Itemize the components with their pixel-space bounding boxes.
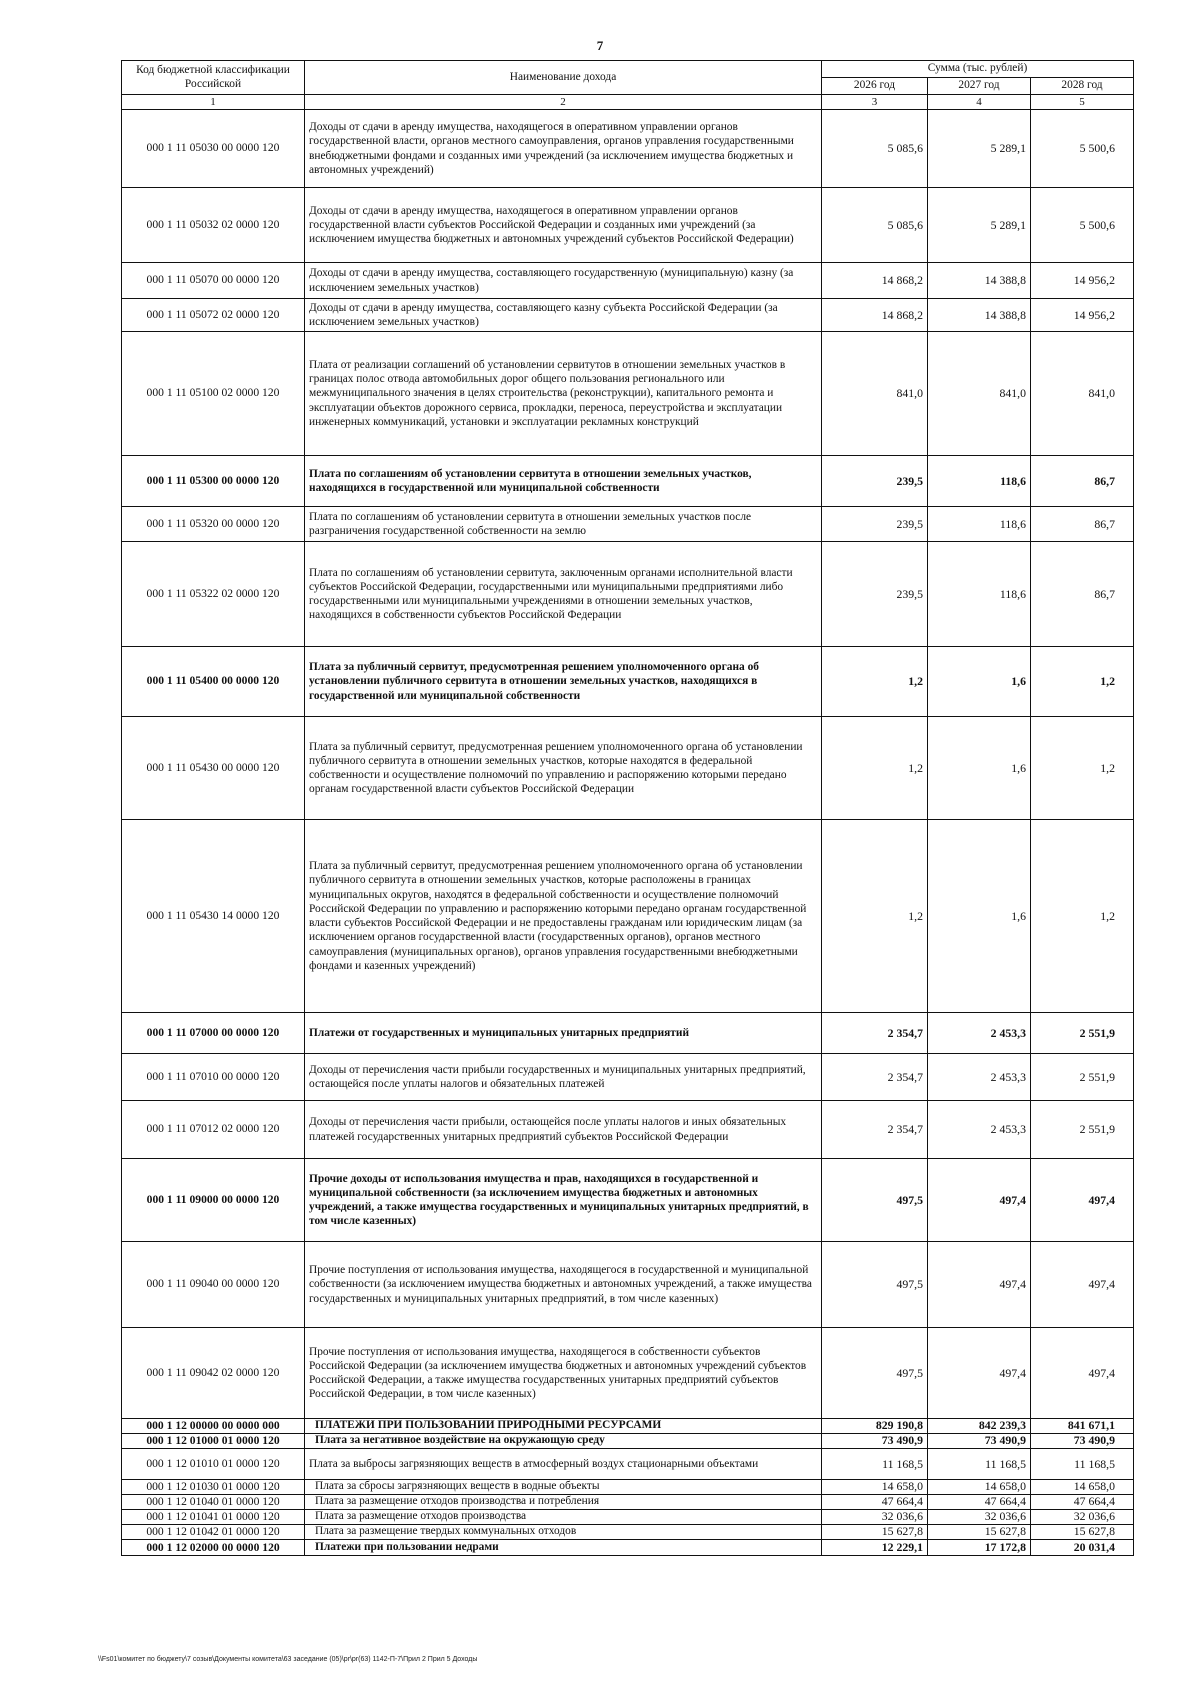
table-row (122, 299, 1134, 332)
header-name: Наименование дохода (305, 61, 822, 95)
name-cell: Доходы от сдачи в аренду имущества, составляющего государственную (муниципальную) казну (за исключением земельных участков) (305, 263, 822, 299)
value-2028-cell: 86,7 (1031, 542, 1134, 647)
value-2028-cell: 47 664,4 (1031, 1495, 1134, 1510)
name-cell: Доходы от перечисления части прибыли, остающейся после уплаты налогов и иных обязательных платежей государственных унитарных предприятий субъектов Российской Федерации (305, 1101, 822, 1159)
value-2026-cell: 1,2 (822, 647, 928, 717)
table-row (122, 110, 1134, 188)
value-2026-cell: 12 229,1 (822, 1540, 928, 1556)
value-2026-cell: 497,5 (822, 1242, 928, 1328)
value-2027-cell: 15 627,8 (928, 1525, 1031, 1540)
value-2026-cell: 2 354,7 (822, 1013, 928, 1054)
value-2028-cell: 2 551,9 (1031, 1054, 1134, 1101)
value-2027-cell: 1,6 (928, 717, 1031, 820)
table-row (122, 1510, 1134, 1525)
table-row (122, 332, 1134, 456)
name-cell: Плата за выбросы загрязняющих веществ в атмосферный воздух стационарными объектами (305, 1449, 822, 1480)
name-cell: Плата за публичный сервитут, предусмотренная решением уполномоченного органа об установлении публичного сервитута в отношении земельных участков, которые расположены в границах муниципальных округов, находятся в федеральной собственности и осуществление полномочий Российской Федерации по управлению и распоряжению которыми передано органам государственной власти субъектов Российской Федерации и не предоставлены гражданам или юридическим лицам (за исключением органов государственной власти (государственных органов), органов местного самоуправления (муниципальных органов), органов управления государственными внебюджетными фондами и казенных учреждений) (305, 820, 822, 1013)
value-2028-cell: 5 500,6 (1031, 188, 1134, 263)
code-cell: 000 1 11 05100 02 0000 120 (122, 332, 305, 456)
value-2028-cell: 2 551,9 (1031, 1013, 1134, 1054)
value-2027-cell: 14 388,8 (928, 263, 1031, 299)
value-2028-cell: 497,4 (1031, 1159, 1134, 1242)
code-cell: 000 1 12 01041 01 0000 120 (122, 1510, 305, 1525)
header-sum-group: Сумма (тыс. рублей) (822, 61, 1134, 78)
code-cell: 000 1 11 05322 02 0000 120 (122, 542, 305, 647)
value-2026-cell: 1,2 (822, 717, 928, 820)
value-2026-cell: 14 658,0 (822, 1480, 928, 1495)
name-cell: Плата по соглашениям об установлении сервитута, заключенным органами исполнительной власти субъектов Российской Федерации, государственными или муниципальными предприятиями либо государственными или муниципальными учреждениями в отношении земельных участков, находящихся в собственности субъектов Российской Федерации (305, 542, 822, 647)
value-2028-cell: 15 627,8 (1031, 1525, 1134, 1540)
code-cell: 000 1 11 09042 02 0000 120 (122, 1328, 305, 1419)
code-cell: 000 1 12 02000 00 0000 120 (122, 1540, 305, 1556)
code-cell: 000 1 11 07010 00 0000 120 (122, 1054, 305, 1101)
value-2026-cell: 2 354,7 (822, 1054, 928, 1101)
value-2027-cell: 17 172,8 (928, 1540, 1031, 1556)
code-cell: 000 1 11 09040 00 0000 120 (122, 1242, 305, 1328)
value-2026-cell: 239,5 (822, 507, 928, 542)
code-cell: 000 1 11 05030 00 0000 120 (122, 110, 305, 188)
value-2026-cell: 11 168,5 (822, 1449, 928, 1480)
value-2028-cell: 841 671,1 (1031, 1419, 1134, 1434)
name-cell: Прочие доходы от использования имущества и прав, находящихся в государственной и муниципальной собственности (за исключением имущества бюджетных и автономных учреждений, а также имущества государственных и муниципальных унитарных предприятий, в том числе казенных) (305, 1159, 822, 1242)
value-2028-cell: 14 956,2 (1031, 299, 1134, 332)
value-2027-cell: 497,4 (928, 1242, 1031, 1328)
table-row (122, 717, 1134, 820)
value-2028-cell: 86,7 (1031, 456, 1134, 507)
name-cell: Доходы от сдачи в аренду имущества, находящегося в оперативном управлении органов государственной власти, органов местного самоуправления, органов управления государственными внебюджетными фондами и созданных ими учреждений (за исключением имущества бюджетных и автономных учреждений) (305, 110, 822, 188)
value-2027-cell: 11 168,5 (928, 1449, 1031, 1480)
value-2027-cell: 118,6 (928, 507, 1031, 542)
value-2027-cell: 118,6 (928, 456, 1031, 507)
code-cell: 000 1 11 07000 00 0000 120 (122, 1013, 305, 1054)
table-row (122, 456, 1134, 507)
code-cell: 000 1 12 01010 01 0000 120 (122, 1449, 305, 1480)
code-cell: 000 1 11 07012 02 0000 120 (122, 1101, 305, 1159)
table-row (122, 1242, 1134, 1328)
value-2026-cell: 1,2 (822, 820, 928, 1013)
value-2028-cell: 1,2 (1031, 717, 1134, 820)
code-cell: 000 1 11 09000 00 0000 120 (122, 1159, 305, 1242)
value-2028-cell: 2 551,9 (1031, 1101, 1134, 1159)
value-2026-cell: 47 664,4 (822, 1495, 928, 1510)
header-year-2027: 2027 год (928, 78, 1031, 95)
value-2026-cell: 14 868,2 (822, 299, 928, 332)
value-2027-cell: 842 239,3 (928, 1419, 1031, 1434)
col-number-2: 2 (305, 95, 822, 110)
value-2028-cell: 497,4 (1031, 1242, 1134, 1328)
table-row (122, 507, 1134, 542)
value-2026-cell: 5 085,6 (822, 188, 928, 263)
table-row (122, 1449, 1134, 1480)
name-cell: Плата за размещение отходов производства и потребления (305, 1495, 822, 1510)
value-2027-cell: 2 453,3 (928, 1101, 1031, 1159)
name-cell: Прочие поступления от использования имущества, находящегося в собственности субъектов Российской Федерации (за исключением имущества бюджетных и автономных учреждений субъектов Российской Федерации, а также имущества государственных унитарных предприятий субъектов Российской Федерации, в том числе казенных) (305, 1328, 822, 1419)
name-cell: Плата по соглашениям об установлении сервитута в отношении земельных участков после разграничения государственной собственности на землю (305, 507, 822, 542)
header-code: Код бюджетной классификации Российской (122, 61, 305, 95)
name-cell: Доходы от сдачи в аренду имущества, находящегося в оперативном управлении органов государственной власти субъектов Российской Федерации и созданных ими учреждений (за исключением имущества бюджетных и автономных учреждений субъектов Российской Федерации) (305, 188, 822, 263)
col-number-3: 3 (822, 95, 928, 110)
value-2026-cell: 14 868,2 (822, 263, 928, 299)
table-row (122, 1054, 1134, 1101)
table-row (122, 1101, 1134, 1159)
code-cell: 000 1 11 05430 00 0000 120 (122, 717, 305, 820)
name-cell: Платежи при пользовании недрами (305, 1540, 822, 1556)
table-row (122, 188, 1134, 263)
name-cell: Плата за размещение отходов производства (305, 1510, 822, 1525)
value-2028-cell: 1,2 (1031, 647, 1134, 717)
code-cell: 000 1 12 01040 01 0000 120 (122, 1495, 305, 1510)
name-cell: ПЛАТЕЖИ ПРИ ПОЛЬЗОВАНИИ ПРИРОДНЫМИ РЕСУРСАМИ (305, 1419, 822, 1434)
code-cell: 000 1 12 01042 01 0000 120 (122, 1525, 305, 1540)
value-2026-cell: 239,5 (822, 456, 928, 507)
value-2028-cell: 73 490,9 (1031, 1434, 1134, 1449)
value-2027-cell: 32 036,6 (928, 1510, 1031, 1525)
value-2028-cell: 32 036,6 (1031, 1510, 1134, 1525)
name-cell: Плата от реализации соглашений об установлении сервитутов в отношении земельных участков в границах полос отвода автомобильных дорог общего пользования регионального или межмуниципального значения в целях строительства (реконструкции), капитального ремонта и эксплуатации объектов дорожного сервиса, прокладки, переноса, переустройства и эксплуатации инженерных коммуникаций, установки и эксплуатации рекламных конструкций (305, 332, 822, 456)
name-cell: Платежи от государственных и муниципальных унитарных предприятий (305, 1013, 822, 1054)
code-cell: 000 1 11 05430 14 0000 120 (122, 820, 305, 1013)
table-row (122, 542, 1134, 647)
name-cell: Плата за сбросы загрязняющих веществ в водные объекты (305, 1480, 822, 1495)
name-cell: Плата за публичный сервитут, предусмотренная решением уполномоченного органа об установлении публичного сервитута в отношении земельных участков, находящихся в государственной или муниципальной собственности (305, 647, 822, 717)
value-2027-cell: 47 664,4 (928, 1495, 1031, 1510)
value-2028-cell: 5 500,6 (1031, 110, 1134, 188)
header-year-2026: 2026 год (822, 78, 928, 95)
table-row (122, 1480, 1134, 1495)
value-2027-cell: 497,4 (928, 1328, 1031, 1419)
name-cell: Плата по соглашениям об установлении сервитута в отношении земельных участков, находящихся в государственной или муниципальной собственности (305, 456, 822, 507)
value-2027-cell: 14 388,8 (928, 299, 1031, 332)
value-2027-cell: 2 453,3 (928, 1013, 1031, 1054)
value-2026-cell: 15 627,8 (822, 1525, 928, 1540)
value-2027-cell: 5 289,1 (928, 110, 1031, 188)
value-2028-cell: 86,7 (1031, 507, 1134, 542)
value-2026-cell: 497,5 (822, 1159, 928, 1242)
value-2027-cell: 118,6 (928, 542, 1031, 647)
value-2028-cell: 14 956,2 (1031, 263, 1134, 299)
code-cell: 000 1 12 00000 00 0000 000 (122, 1419, 305, 1434)
name-cell: Плата за негативное воздействие на окружающую среду (305, 1434, 822, 1449)
table-row (122, 820, 1134, 1013)
code-cell: 000 1 11 05320 00 0000 120 (122, 507, 305, 542)
revenue-table (121, 60, 1134, 1556)
table-row (122, 1495, 1134, 1510)
code-cell: 000 1 11 05400 00 0000 120 (122, 647, 305, 717)
value-2026-cell: 5 085,6 (822, 110, 928, 188)
value-2027-cell: 1,6 (928, 647, 1031, 717)
value-2027-cell: 841,0 (928, 332, 1031, 456)
table-row (122, 1540, 1134, 1556)
value-2028-cell: 20 031,4 (1031, 1540, 1134, 1556)
code-cell: 000 1 11 05070 00 0000 120 (122, 263, 305, 299)
table-row (122, 1013, 1134, 1054)
footer-file-path: \\Fs01\комитет по бюджету\7 созыв\Документы комитета\63 заседание (05)\pr\pr(63) 1142-П-7\Прил 2 Прил 5 Доходы (98, 1656, 478, 1663)
code-cell: 000 1 11 05072 02 0000 120 (122, 299, 305, 332)
value-2027-cell: 497,4 (928, 1159, 1031, 1242)
value-2026-cell: 829 190,8 (822, 1419, 928, 1434)
value-2026-cell: 239,5 (822, 542, 928, 647)
value-2026-cell: 497,5 (822, 1328, 928, 1419)
table-row (122, 1328, 1134, 1419)
value-2027-cell: 1,6 (928, 820, 1031, 1013)
code-cell: 000 1 12 01030 01 0000 120 (122, 1480, 305, 1495)
name-cell: Плата за размещение твердых коммунальных отходов (305, 1525, 822, 1540)
table-row (122, 1159, 1134, 1242)
code-cell: 000 1 11 05300 00 0000 120 (122, 456, 305, 507)
value-2026-cell: 2 354,7 (822, 1101, 928, 1159)
value-2027-cell: 2 453,3 (928, 1054, 1031, 1101)
col-number-1: 1 (122, 95, 305, 110)
table-row (122, 1525, 1134, 1540)
name-cell: Доходы от сдачи в аренду имущества, составляющего казну субъекта Российской Федерации (за исключением земельных участков) (305, 299, 822, 332)
value-2028-cell: 14 658,0 (1031, 1480, 1134, 1495)
value-2026-cell: 841,0 (822, 332, 928, 456)
table-row (122, 1434, 1134, 1449)
page-number: 7 (596, 38, 604, 53)
value-2027-cell: 73 490,9 (928, 1434, 1031, 1449)
value-2028-cell: 841,0 (1031, 332, 1134, 456)
name-cell: Прочие поступления от использования имущества, находящегося в государственной и муниципальной собственности (за исключением имущества бюджетных и автономных учреждений, а также имущества государственных и муниципальных унитарных предприятий, в том числе казенных) (305, 1242, 822, 1328)
col-number-4: 4 (928, 95, 1031, 110)
value-2026-cell: 73 490,9 (822, 1434, 928, 1449)
code-cell: 000 1 12 01000 01 0000 120 (122, 1434, 305, 1449)
name-cell: Доходы от перечисления части прибыли государственных и муниципальных унитарных предприятий, остающейся после уплаты налогов и обязательных платежей (305, 1054, 822, 1101)
name-cell: Плата за публичный сервитут, предусмотренная решением уполномоченного органа об установлении публичного сервитута в отношении земельных участков, которые находятся в федеральной собственности и осуществление полномочий по управлению и распоряжению которыми передано органам государственной власти субъектов Российской Федерации (305, 717, 822, 820)
value-2028-cell: 497,4 (1031, 1328, 1134, 1419)
header-year-2028: 2028 год (1031, 78, 1134, 95)
col-number-5: 5 (1031, 95, 1134, 110)
value-2027-cell: 14 658,0 (928, 1480, 1031, 1495)
table-row (122, 263, 1134, 299)
value-2026-cell: 32 036,6 (822, 1510, 928, 1525)
code-cell: 000 1 11 05032 02 0000 120 (122, 188, 305, 263)
value-2028-cell: 1,2 (1031, 820, 1134, 1013)
table-row (122, 647, 1134, 717)
table-row (122, 1419, 1134, 1434)
value-2028-cell: 11 168,5 (1031, 1449, 1134, 1480)
value-2027-cell: 5 289,1 (928, 188, 1031, 263)
